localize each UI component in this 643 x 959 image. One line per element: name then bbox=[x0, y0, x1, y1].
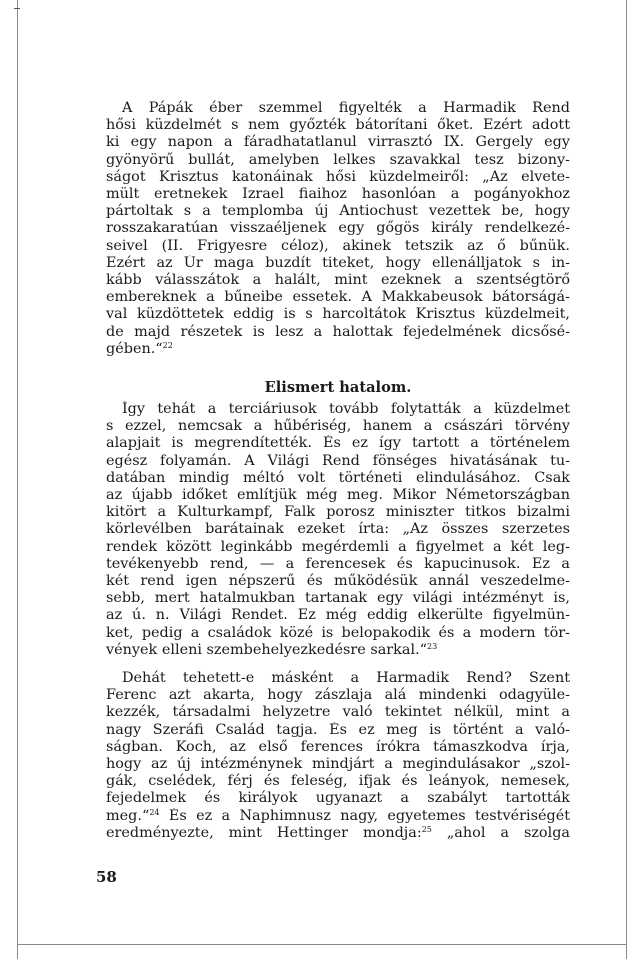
text-line: két rend igen népszerű és működésük annál veszedelme- bbox=[106, 573, 570, 590]
text-segment: És ez a Naphimnusz nagy, egyetemes testvériségét bbox=[159, 807, 570, 824]
text-line: nagy Szeráfi Család tagja. És ez meg is történt a való- bbox=[106, 721, 570, 738]
text-line: pártoltak s a templomba új Antiochust vezettek be, hogy bbox=[106, 203, 570, 220]
text-line: mült eretnekek Izrael fiaihoz hasonlóan a pogányokhoz bbox=[106, 186, 570, 203]
text-line: az újabb időket említjük még meg. Mikor Németországban bbox=[106, 487, 570, 504]
footnote-ref-25: 25 bbox=[421, 824, 432, 834]
paragraph-recognized-power bbox=[106, 401, 570, 659]
text-line: s ezzel, nemcsak a hűbériség, hanem a császári törvény bbox=[106, 418, 570, 435]
text-line: fejedelmek és királyok ugyanazt a szabályt tartották bbox=[106, 790, 570, 807]
text-line: Ferenc azt akarta, hogy zászlaja alá mindenki odagyüle- bbox=[106, 687, 570, 704]
text-line: val küzdöttetek eddig is s harcoltátok Krisztus küzdelmeit, bbox=[106, 306, 570, 323]
text-line: ket, pedig a családok közé is belopakodik és a modern tör- bbox=[106, 624, 570, 641]
text-line: de majd részetek is lesz a halottak fejedelmének dicsősé- bbox=[106, 323, 570, 340]
text-segment: meg.“ bbox=[106, 807, 150, 824]
text-segment: „ahol a szolga bbox=[431, 824, 570, 841]
text-line: Dehát tehetett-e másként a Harmadik Rend? Szent bbox=[122, 670, 570, 686]
paragraph-papal-bull bbox=[106, 100, 570, 358]
text-line: gében.“ bbox=[106, 340, 163, 357]
text-line: gyönyörű bullát, amelyben lelkes szavakkal tesz bizony- bbox=[106, 151, 570, 168]
text-line-last bbox=[106, 642, 570, 659]
text-segment: eredményezte, mint Hettinger mondja: bbox=[106, 824, 422, 841]
paragraph-third-order bbox=[106, 670, 570, 842]
text-line: rendek között leginkább megérdemli a figyelmet a két leg- bbox=[106, 538, 570, 555]
text-line: tevékenyebb rend, — a ferencesek és kapucinusok. Ez a bbox=[106, 555, 570, 572]
text-line: datában mindig méltó volt történeti elindulásához. Csak bbox=[106, 469, 570, 486]
text-line: körlevélben barátainak ezeket írta: „Az összes szerzetes bbox=[106, 521, 570, 538]
page-edge-left bbox=[17, 0, 18, 959]
text-line: sebb, mert hatalmukban tartanak egy világi intézményt is, bbox=[106, 590, 570, 607]
text-line: ki egy napon a fáradhatatlanul virrasztó IX. Gergely egy bbox=[106, 134, 570, 151]
text-line: Így tehát a terciáriusok tovább folytatták a küzdelmet bbox=[122, 401, 570, 417]
text-line: alapjait is megrendítették. És ez így tartott a történelem bbox=[106, 435, 570, 452]
page-number: 58 bbox=[96, 868, 117, 886]
text-line: hősi küzdelmét s nem győzték bátorítani őket. Ezért adott bbox=[106, 117, 570, 134]
text-line-last bbox=[106, 341, 570, 358]
footnote-ref-23: 23 bbox=[427, 641, 438, 651]
text-line: az ú. n. Világi Rendet. Ez még eddig elkerülte figyelmün- bbox=[106, 607, 570, 624]
text-line: rosszakaratúan visszaéljenek egy gőgös király rendelkezé- bbox=[106, 220, 570, 237]
text-line-with-footnote bbox=[106, 808, 570, 825]
text-line: vények elleni szembehelyezkedésre sarkal.“ bbox=[106, 641, 428, 658]
text-line: embereknek a bűneibe essetek. A Makkabeusok bátorságá- bbox=[106, 289, 570, 306]
page-edge-bottom bbox=[17, 944, 627, 945]
text-line: gák, cselédek, férj és feleség, ifjak és leányok, nemesek, bbox=[106, 773, 570, 790]
text-line: ságot Krisztus katonáinak hősi küzdelmeiről: „Az elvete- bbox=[106, 168, 570, 185]
footnote-ref-24: 24 bbox=[149, 807, 160, 817]
text-line: hogy az új intézménynek mindjárt a megindulásakor „szol- bbox=[106, 756, 570, 773]
text-line: Ezért az Úr maga buzdít titeket, hogy ellenálljatok s in- bbox=[106, 254, 570, 271]
text-line: A Pápák éber szemmel figyelték a Harmadik Rend bbox=[122, 100, 570, 116]
text-line: ságban. Koch, az első ferences írókra támaszkodva írja, bbox=[106, 738, 570, 755]
footnote-ref-22: 22 bbox=[162, 340, 173, 350]
text-line-with-footnote bbox=[106, 825, 570, 842]
corner-mark bbox=[14, 8, 20, 9]
text-line: kább válasszátok a halált, mint ezeknek a szentségtörő bbox=[106, 272, 570, 289]
section-heading: Elismert hatalom. bbox=[264, 379, 412, 396]
text-line: kezzék, társadalmi helyzetre való tekintet nélkül, mint a bbox=[106, 704, 570, 721]
text-line: egész folyamán. A Világi Rend fönséges hivatásának tu- bbox=[106, 452, 570, 469]
text-line: kitört a Kulturkampf, Falk porosz miniszter titkos bizalmi bbox=[106, 504, 570, 521]
page-edge-right bbox=[626, 0, 627, 959]
text-line: seivel (II. Frigyesre céloz), akinek tetszik az ő bűnük. bbox=[106, 237, 570, 254]
